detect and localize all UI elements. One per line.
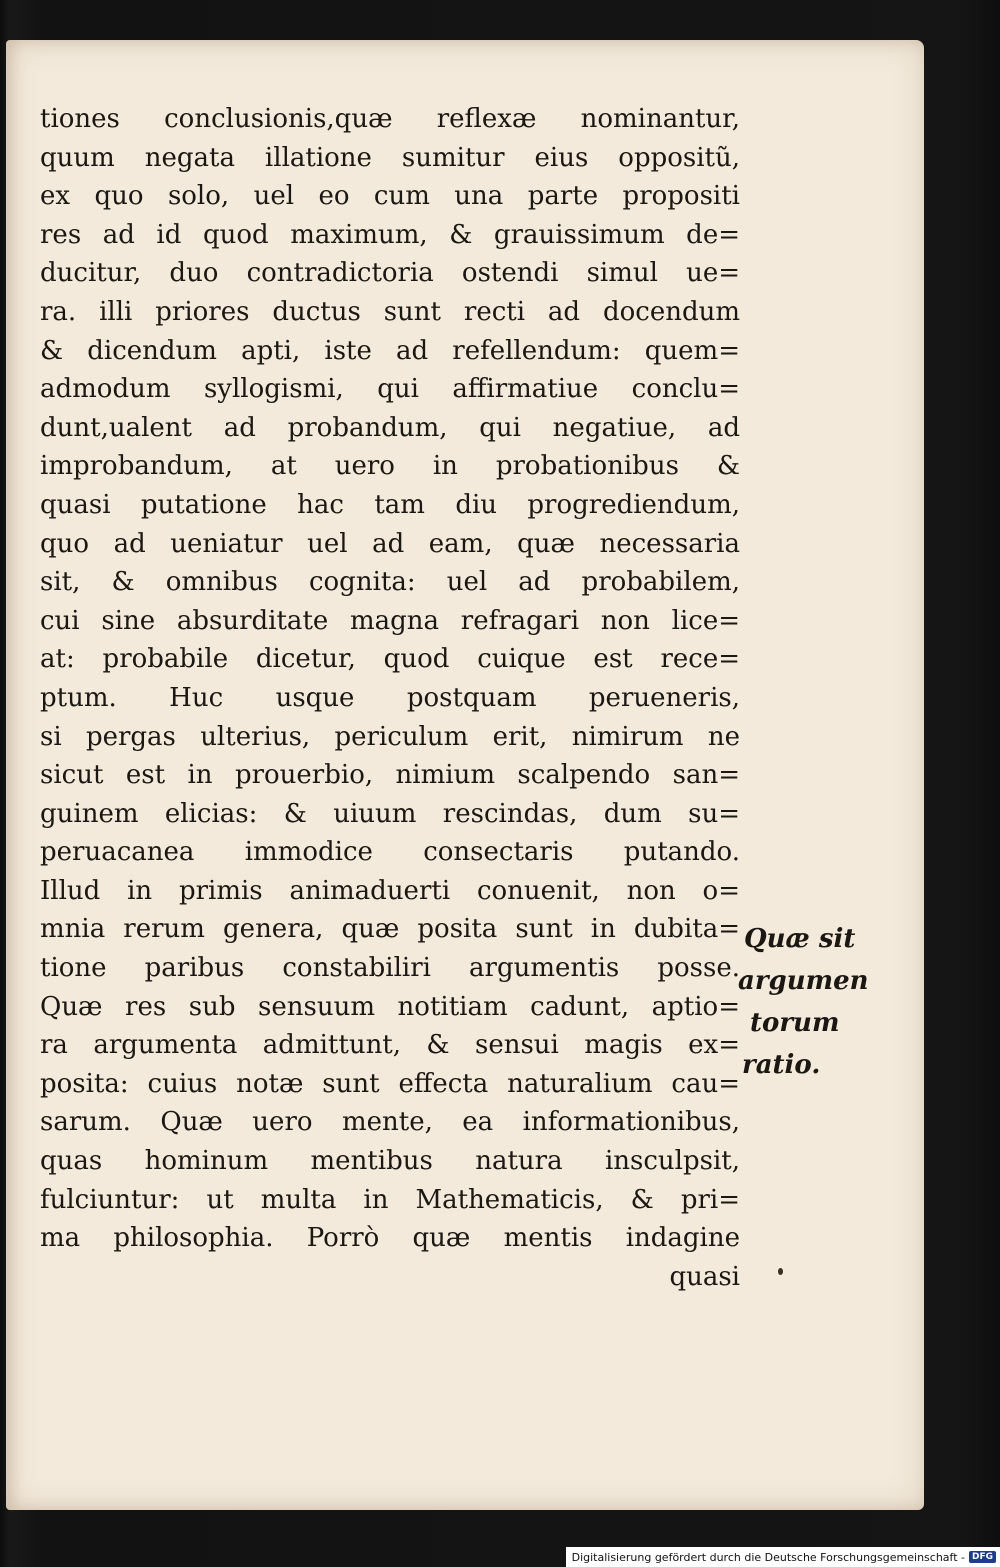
text-line: & dicendum apti, iste ad refellendum: quem=	[40, 335, 740, 366]
text-line: quum negata illatione sumitur eius oppositũ,	[40, 142, 740, 173]
text-line: ptum. Huc usque postquam perueneris,	[40, 682, 740, 713]
marginal-note-line: Quæ sit	[744, 924, 856, 954]
text-line: quasi	[669, 1261, 740, 1292]
text-line: ex quo solo, uel eo cum una parte propositi	[40, 181, 740, 212]
marginal-note	[738, 918, 888, 1086]
body-text	[40, 100, 740, 1296]
text-line: quas hominum mentibus natura insculpsit,	[40, 1146, 740, 1177]
text-line: ra argumenta admittunt, & sensui magis ex=	[40, 1030, 740, 1061]
text-line: sit, & omnibus cognita: uel ad probabilem,	[40, 567, 740, 598]
text-line: tione paribus constabiliri argumentis posse.	[40, 953, 740, 984]
dfg-logo: DFG	[969, 1551, 996, 1563]
text-line: sicut est in prouerbio, nimium scalpendo san=	[40, 760, 740, 791]
text-line: peruacanea immodice consectaris putando.	[40, 837, 740, 868]
text-line: ma philosophia. Porrò quæ mentis indagine	[40, 1223, 740, 1254]
text-line: si pergas ulterius, periculum erit, nimirum ne	[40, 721, 740, 752]
text-line: res ad id quod maximum, & grauissimum de=	[40, 219, 740, 250]
text-line: Illud in primis animaduerti conuenit, non o=	[40, 875, 740, 906]
marginal-note-line: argumen	[738, 966, 869, 996]
text-line: cui sine absurditate magna refragari non lice=	[40, 605, 740, 636]
ink-speck	[778, 1268, 783, 1275]
text-line: quo ad ueniatur uel ad eam, quæ necessaria	[40, 528, 740, 559]
text-line: guinem elicias: & uiuum rescindas, dum su=	[40, 798, 740, 829]
text-line: at: probabile dicetur, quod cuique est rece=	[40, 644, 740, 675]
marginal-note-line: ratio.	[742, 1050, 821, 1080]
text-line: admodum syllogismi, qui affirmatiue conclu=	[40, 374, 740, 405]
text-line: sarum. Quæ uero mente, ea informationibus,	[40, 1107, 740, 1138]
book-page	[6, 40, 924, 1510]
digitization-credit	[566, 1547, 1000, 1567]
text-line: improbandum, at uero in probationibus &	[40, 451, 740, 482]
text-line: fulciuntur: ut multa in Mathematicis, & pri=	[40, 1184, 740, 1215]
text-line: Quæ res sub sensuum notitiam cadunt, aptio=	[40, 991, 740, 1022]
text-line: quasi putatione hac tam diu progrediendum,	[40, 489, 740, 520]
text-line: dunt,ualent ad probandum, qui negatiue, ad	[40, 412, 740, 443]
text-line: tiones conclusionis,quæ reflexæ nominantur,	[40, 104, 740, 134]
credit-text: Digitalisierung gefördert durch die Deutsche Forschungsgemeinschaft -	[571, 1550, 965, 1564]
text-line: mnia rerum genera, quæ posita sunt in dubita=	[40, 914, 740, 945]
text-line: posita: cuius notæ sunt effecta naturalium cau=	[40, 1068, 740, 1099]
marginal-note-line: torum	[750, 1008, 840, 1038]
text-line: ra. illi priores ductus sunt recti ad docendum	[40, 296, 740, 327]
text-line: ducitur, duo contradictoria ostendi simul ue=	[40, 258, 740, 289]
